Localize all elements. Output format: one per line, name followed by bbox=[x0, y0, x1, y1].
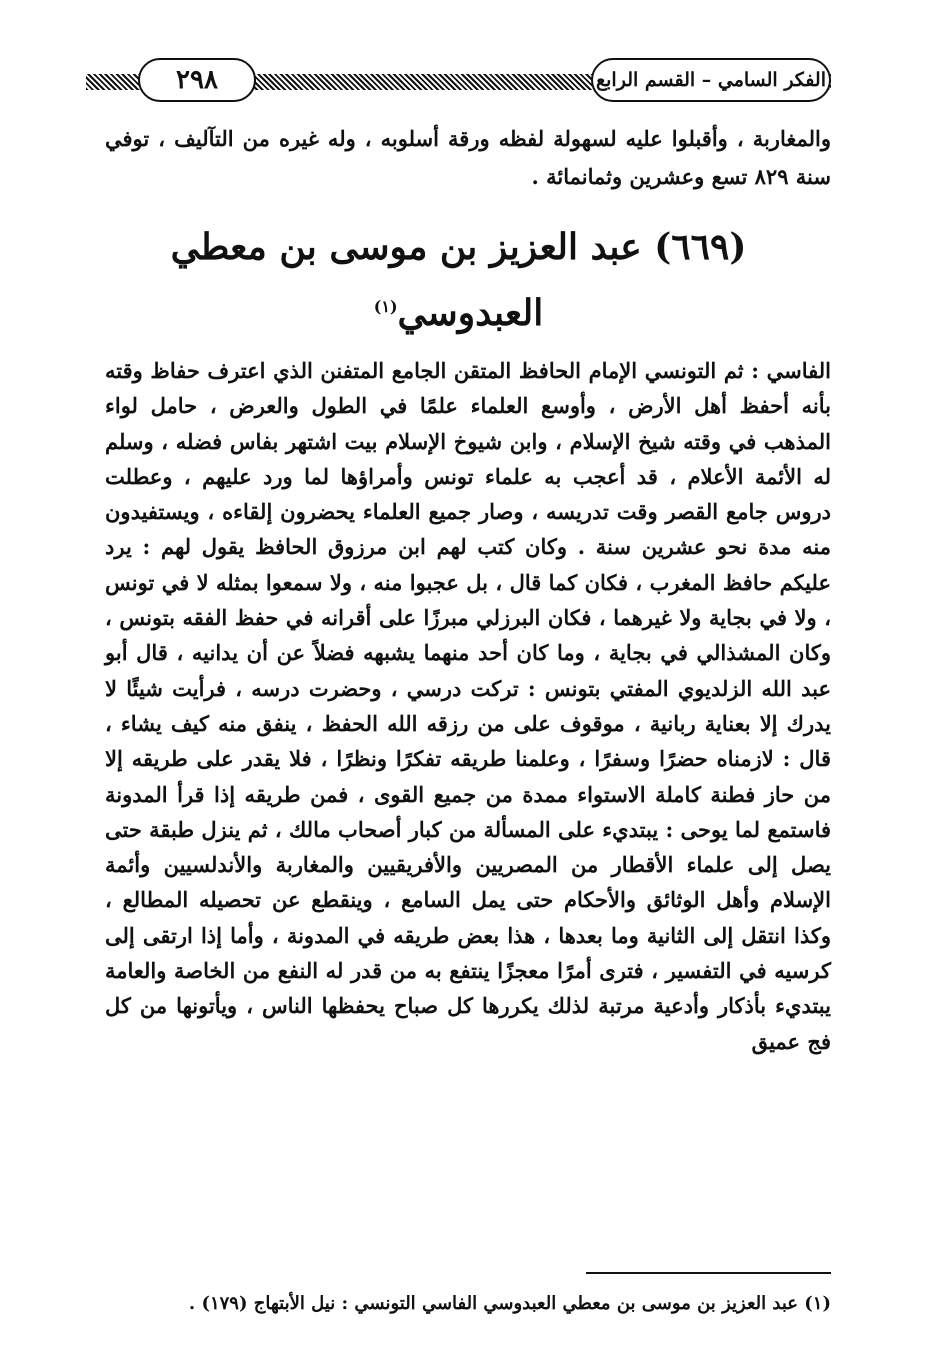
header-title: الفكر السامي – القسم الرابع bbox=[591, 58, 831, 102]
entry-heading-line-2 bbox=[86, 292, 831, 334]
body-text: الفاسي : ثم التونسي الإمام الحافظ المتقن الجامع المتفنن الذي اعترف حفاظ وقته بأنه أحفظ أهل الأرض ، وأوسع العلماء علمًا في الطول والعرض ، حامل لواء المذهب في وقته شيخ الإسلام ، وابن شيوخ الإسلام بيت اشتهر بفاس فضله ، وسلم له الأئمة الأعلام ، قد أعجب به علماء تونس وأمراؤها لما ورد عليهم ، وعطلت دروس جامع القصر وقت تدريسه ، وصار جميع العلماء يحضرون إلقاءه ، ويستفيدون منه مدة نحو عشرين سنة . وكان كتب لهم ابن مرزوق الحافظ يقول لهم : يرد عليكم حافظ المغرب ، فكان كما قال ، بل عجبوا منه ، ولا سمعوا بمثله لا في تونس ، ولا في بجاية ولا غيرهما ، فكان البرزلي مبرزًا على أقرانه في حفظ الفقه بتونس ، وكان المشذالي في بجاية ، وما كان أحد منهما يشبهه فضلاً عن أن يدانيه ، قال أبو عبد الله الزلديوي المفتي بتونس : تركت درسي ، وحضرت درسه ، فرأيت شيئًا لا يدرك إلا بعناية ربانية ، موقوف على من رزقه الله الحفظ ، ينفق منه كيف يشاء ، قال : لازمناه حضرًا وسفرًا ، وعلمنا طريقه تفكرًا ونظرًا ، فلا يقدر على طريقه إلا من حاز فطنة كاملة الاستواء ممدة من جميع القوى ، فمن طريقه إذا قرأ المدونة فاستمع لما يوحى : يبتديء على المسألة من كبار أصحاب مالك ، ثم ينزل طبقة حتى يصل إلى علماء الأقطار من المصريين والأفريقيين والمغاربة والأندلسيين وأئمة الإسلام وأهل الوثائق والأحكام حتى يمل السامع ، وينقطع عن تحصيله المطالع ، وكذا انتقل إلى الثانية وما بعدها ، هذا بعض طريقه في المدونة ، وأما إذا ارتقى إلى كرسيه في التفسير ، فترى أمرًا معجزًا ينتفع به من قدر له النفع من الخاصة والعامة يبتديء بأذكار وأدعية مرتبة لذلك يكررها كل صباح يحفظها الناس ، ويأتونها من كل فج عميق bbox=[105, 358, 831, 1054]
entry-heading-name: العبدوسي bbox=[397, 292, 544, 334]
intro-paragraph bbox=[105, 120, 831, 196]
footnote bbox=[105, 1290, 831, 1318]
running-header bbox=[86, 52, 831, 112]
intro-text: والمغاربة ، وأقبلوا عليه لسهولة لفظه ورقة أسلوبه ، وله غيره من التآليف ، توفي سنة ٨٢٩ تسع وعشرين وثمانمائة . bbox=[105, 126, 831, 189]
footnote-divider bbox=[586, 1272, 831, 1274]
entry-heading-line-1: (٦٦٩) عبد العزيز بن موسى بن معطي bbox=[170, 226, 747, 268]
footnote-text: (١) عبد العزيز بن موسى بن معطي العبدوسي الفاسي التونسي : نيل الأبتهاج (١٧٩) . bbox=[188, 1293, 831, 1314]
footnote-marker: (١) bbox=[373, 297, 398, 316]
body-paragraph bbox=[105, 353, 831, 1059]
page-number: ٢٩٨ bbox=[138, 58, 256, 102]
